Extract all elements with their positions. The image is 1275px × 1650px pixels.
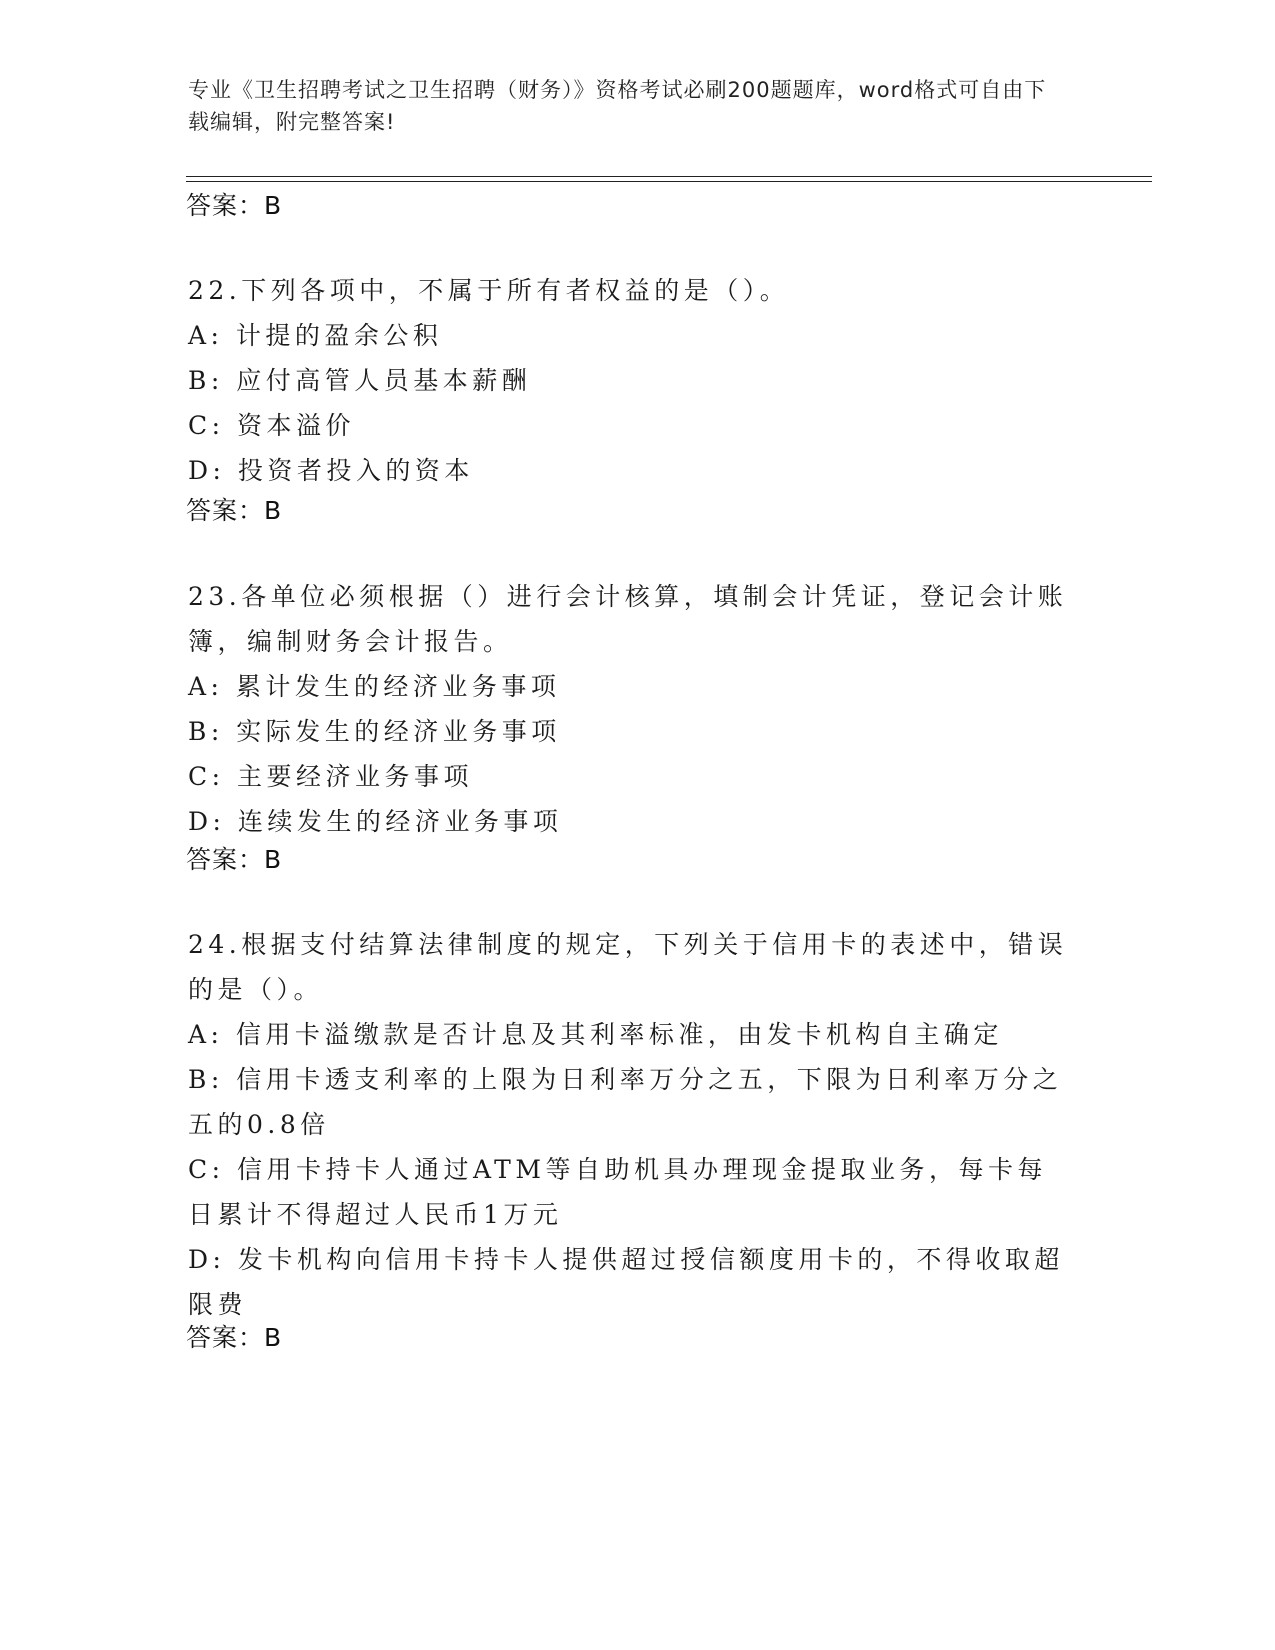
option-d: D: 投资者投入的资本 [188, 456, 474, 485]
option-b: B: 应付高管人员基本薪酬 [188, 366, 532, 395]
option-a: A: 计提的盈余公积 [188, 321, 443, 350]
question-22 [188, 268, 1068, 493]
document-header: 专业《卫生招聘考试之卫生招聘（财务）》资格考试必刷200题题库，word格式可自由下载编辑，附完整答案! [188, 78, 1047, 134]
answer-24: 答案：B [186, 1323, 283, 1352]
option-c: C: 主要经济业务事项 [188, 762, 473, 791]
answer-prev: 答案：B [186, 191, 283, 220]
answer-22: 答案：B [186, 496, 283, 525]
question-23 [188, 574, 1068, 844]
option-d: D: 连续发生的经济业务事项 [188, 807, 563, 836]
option-d: D: 发卡机构向信用卡持卡人提供超过授信额度用卡的，不得收取超限费 [188, 1245, 1064, 1319]
option-b: B: 实际发生的经济业务事项 [188, 717, 561, 746]
option-b: B: 信用卡透支利率的上限为日利率万分之五，下限为日利率万分之五的0.8倍 [188, 1065, 1063, 1139]
option-a: A: 累计发生的经济业务事项 [188, 672, 561, 701]
header-divider-bottom [186, 181, 1152, 182]
option-a: A: 信用卡溢缴款是否计息及其利率标准，由发卡机构自主确定 [188, 1020, 1003, 1049]
answer-23: 答案：B [186, 845, 283, 874]
question-stem: 24.根据支付结算法律制度的规定，下列关于信用卡的表述中，错误的是（）。 [188, 930, 1068, 1004]
question-stem: 22.下列各项中，不属于所有者权益的是（）。 [188, 276, 790, 305]
question-stem: 23.各单位必须根据（）进行会计核算，填制会计凭证，登记会计账簿，编制财务会计报告。 [188, 582, 1068, 656]
option-c: C: 信用卡持卡人通过ATM等自助机具办理现金提取业务，每卡每日累计不得超过人民币1万元 [188, 1155, 1047, 1229]
header-divider-top [186, 176, 1152, 177]
question-24 [188, 922, 1068, 1327]
option-c: C: 资本溢价 [188, 411, 355, 440]
